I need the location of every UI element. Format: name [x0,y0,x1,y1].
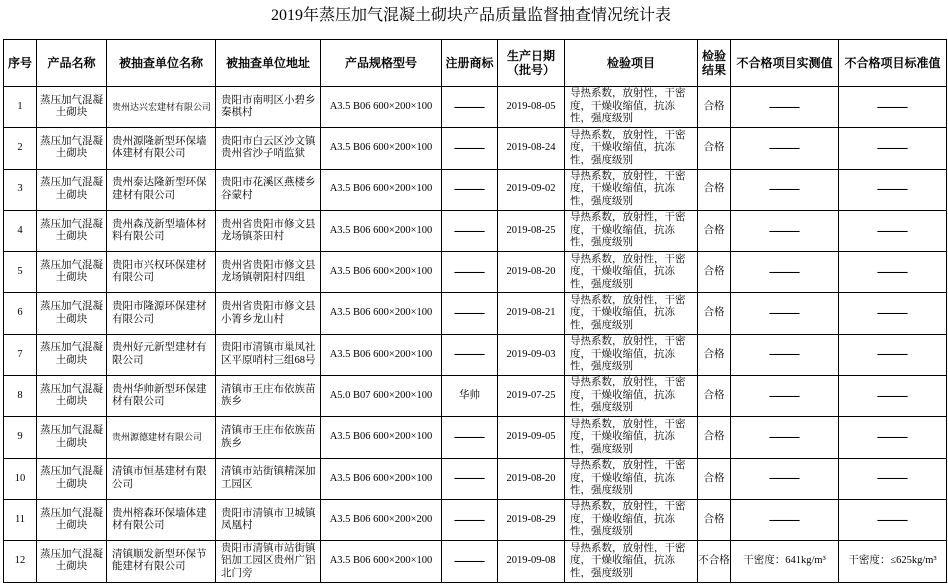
cell-production-date: 2019-08-21 [498,293,565,334]
cell-unit-name: 贵州达兴宏建材有限公司 [107,87,216,128]
header-failed-standard: 不合格项目标准值 [839,40,947,87]
cell-serial-no: 12 [4,541,37,582]
inspection-table [3,39,947,583]
cell-spec-model: A3.5 B06 600×200×100 [321,458,442,499]
cell-failed-measured: —— [731,293,839,334]
cell-production-date: 2019-09-02 [498,169,565,210]
cell-unit-address: 清镇市站街镇精深加工园区 [216,458,321,499]
cell-trademark: —— [442,169,498,210]
header-serial-no: 序号 [4,40,37,87]
cell-product-name: 蒸压加气混凝土砌块 [37,169,107,210]
cell-production-date: 2019-08-20 [498,252,565,293]
cell-test-result: 合格 [698,169,731,210]
page-title: 2019年蒸压加气混凝土砌块产品质量监督抽查情况统计表 [270,7,671,24]
cell-test-items: 导热系数，放射性，干密度，干燥收缩值，抗冻性，强度级别 [565,128,698,169]
header-unit-name: 被抽查单位名称 [107,40,216,87]
cell-product-name: 蒸压加气混凝土砌块 [37,128,107,169]
cell-trademark: —— [442,417,498,458]
cell-test-items: 导热系数，放射性，干密度，干燥收缩值，抗冻性，强度级别 [565,458,698,499]
cell-production-date: 2019-09-05 [498,417,565,458]
cell-spec-model: A3.5 B06 600×200×100 [321,169,442,210]
table-row [4,334,947,375]
cell-failed-standard: —— [839,87,947,128]
cell-test-result: 合格 [698,128,731,169]
cell-test-items: 导热系数，放射性，干密度，干燥收缩值，抗冻性，强度级别 [565,541,698,582]
cell-spec-model: A3.5 B06 600×200×100 [321,293,442,334]
cell-unit-address: 贵阳市清镇市巢凤社区平原哨村三组68号 [216,334,321,375]
table-row [4,376,947,417]
cell-production-date: 2019-08-05 [498,87,565,128]
cell-test-result: 合格 [698,458,731,499]
cell-serial-no: 8 [4,376,37,417]
cell-production-date: 2019-08-20 [498,458,565,499]
cell-spec-model: A3.5 B06 600×200×100 [321,210,442,251]
cell-serial-no: 11 [4,499,37,540]
cell-test-result: 合格 [698,417,731,458]
cell-failed-measured: —— [731,169,839,210]
cell-test-result: 合格 [698,252,731,293]
header-spec-model: 产品规格型号 [321,40,442,87]
cell-unit-name: 贵州源德建材有限公司 [107,417,216,458]
table-row [4,541,947,582]
cell-production-date: 2019-08-29 [498,499,565,540]
cell-product-name: 蒸压加气混凝土砌块 [37,458,107,499]
cell-unit-address: 贵阳市清镇市站街镇铝加工园区贵州广铝北门旁 [216,541,321,582]
cell-failed-measured: —— [731,210,839,251]
table-row [4,417,947,458]
cell-production-date: 2019-08-25 [498,210,565,251]
cell-product-name: 蒸压加气混凝土砌块 [37,252,107,293]
table-row [4,128,947,169]
cell-spec-model: A5.0 B07 600×200×100 [321,376,442,417]
cell-failed-standard: —— [839,499,947,540]
header-production-date: 生产日期 （批号） [498,40,565,87]
cell-failed-measured: —— [731,376,839,417]
cell-test-result: 合格 [698,499,731,540]
cell-spec-model: A3.5 B06 600×200×100 [321,417,442,458]
cell-test-result: 不合格 [698,541,731,582]
cell-unit-name: 贵州华帅新型环保建材有限公司 [107,376,216,417]
cell-unit-name: 贵州好元新型建材有限公司 [107,334,216,375]
cell-trademark: —— [442,499,498,540]
cell-product-name: 蒸压加气混凝土砌块 [37,499,107,540]
header-failed-measured: 不合格项目实测值 [731,40,839,87]
cell-unit-name: 贵州榕森环保墙体建材有限公司 [107,499,216,540]
cell-trademark: —— [442,210,498,251]
cell-unit-address: 清镇市王庄布依族苗族乡 [216,376,321,417]
cell-spec-model: A3.5 B06 600×200×100 [321,87,442,128]
cell-unit-name: 贵州源隆新型环保墙体建材有限公司 [107,128,216,169]
cell-product-name: 蒸压加气混凝土砌块 [37,376,107,417]
cell-unit-address: 贵阳市白云区沙文镇贵州省沙子哨监狱 [216,128,321,169]
cell-test-result: 合格 [698,293,731,334]
cell-unit-address: 贵阳市清镇市卫城镇凤凰村 [216,499,321,540]
cell-spec-model: A3.5 B06 600×200×100 [321,252,442,293]
cell-failed-measured: —— [731,87,839,128]
cell-failed-standard: —— [839,334,947,375]
table-row [4,293,947,334]
cell-failed-measured: 干密度：641kg/m³ [731,541,839,582]
cell-test-result: 合格 [698,210,731,251]
cell-trademark: —— [442,128,498,169]
cell-product-name: 蒸压加气混凝土砌块 [37,334,107,375]
cell-failed-standard: —— [839,417,947,458]
table-row [4,252,947,293]
cell-spec-model: A3.5 B06 600×200×100 [321,541,442,582]
cell-failed-standard: —— [839,252,947,293]
cell-trademark: 华帅 [442,376,498,417]
header-unit-address: 被抽查单位地址 [216,40,321,87]
cell-test-items: 导热系数，放射性，干密度，干燥收缩值，抗冻性，强度级别 [565,87,698,128]
cell-spec-model: A3.5 B06 600×200×200 [321,499,442,540]
table-header-row [4,40,947,87]
cell-trademark: —— [442,293,498,334]
cell-failed-standard: 干密度：≤625kg/m³ [839,541,947,582]
cell-test-items: 导热系数，放射性，干密度，干燥收缩值，抗冻性，强度级别 [565,376,698,417]
cell-failed-measured: —— [731,334,839,375]
cell-test-items: 导热系数，放射性，干密度，干燥收缩值，抗冻性，强度级别 [565,169,698,210]
cell-test-items: 导热系数，放射性，干密度，干燥收缩值，抗冻性，强度级别 [565,293,698,334]
cell-trademark: —— [442,541,498,582]
cell-unit-name: 贵阳市兴权环保建材有限公司 [107,252,216,293]
cell-failed-measured: —— [731,417,839,458]
cell-test-items: 导热系数，放射性，干密度，干燥收缩值，抗冻性，强度级别 [565,210,698,251]
cell-unit-name: 贵阳市隆源环保建材有限公司 [107,293,216,334]
cell-test-items: 导热系数，放射性，干密度，干燥收缩值，抗冻性，强度级别 [565,499,698,540]
cell-failed-standard: —— [839,458,947,499]
cell-unit-address: 贵州省贵阳市修文县龙场镇朝阳村四组 [216,252,321,293]
cell-unit-name: 贵州泰达隆新型环保建材有限公司 [107,169,216,210]
table-row [4,499,947,540]
cell-product-name: 蒸压加气混凝土砌块 [37,293,107,334]
cell-failed-measured: —— [731,458,839,499]
cell-spec-model: A3.5 B06 600×200×100 [321,334,442,375]
cell-trademark: —— [442,458,498,499]
cell-serial-no: 5 [4,252,37,293]
cell-serial-no: 1 [4,87,37,128]
cell-test-result: 合格 [698,87,731,128]
cell-spec-model: A3.5 B06 600×200×100 [321,128,442,169]
cell-serial-no: 10 [4,458,37,499]
cell-unit-address: 清镇市王庄布依族苗族乡 [216,417,321,458]
cell-test-result: 合格 [698,334,731,375]
cell-production-date: 2019-09-03 [498,334,565,375]
cell-product-name: 蒸压加气混凝土砌块 [37,417,107,458]
table-row [4,87,947,128]
cell-test-items: 导热系数，放射性，干密度，干燥收缩值，抗冻性，强度级别 [565,417,698,458]
cell-failed-measured: —— [731,252,839,293]
cell-production-date: 2019-09-08 [498,541,565,582]
header-test-items: 检验项目 [565,40,698,87]
header-test-result: 检验 结果 [698,40,731,87]
cell-production-date: 2019-07-25 [498,376,565,417]
cell-serial-no: 3 [4,169,37,210]
cell-failed-measured: —— [731,499,839,540]
cell-product-name: 蒸压加气混凝土砌块 [37,87,107,128]
cell-failed-standard: —— [839,376,947,417]
cell-unit-address: 贵州省贵阳市修文县龙场镇茶田村 [216,210,321,251]
cell-test-items: 导热系数，放射性，干密度，干燥收缩值，抗冻性，强度级别 [565,252,698,293]
cell-unit-address: 贵阳市花溪区燕楼乡谷蒙村 [216,169,321,210]
cell-failed-standard: —— [839,169,947,210]
cell-failed-standard: —— [839,293,947,334]
header-product-name: 产品名称 [37,40,107,87]
cell-unit-name: 清镇市恒基建材有限公司 [107,458,216,499]
cell-failed-standard: —— [839,210,947,251]
cell-trademark: —— [442,252,498,293]
cell-unit-name: 贵州森茂新型墙体材料有限公司 [107,210,216,251]
cell-product-name: 蒸压加气混凝土砌块 [37,541,107,582]
cell-test-result: 合格 [698,376,731,417]
cell-trademark: —— [442,334,498,375]
cell-production-date: 2019-08-24 [498,128,565,169]
cell-unit-address: 贵阳市南明区小碧乡秦棋村 [216,87,321,128]
cell-serial-no: 4 [4,210,37,251]
table-row [4,458,947,499]
cell-serial-no: 2 [4,128,37,169]
cell-unit-address: 贵州省贵阳市修文县小箐乡龙山村 [216,293,321,334]
header-trademark: 注册商标 [442,40,498,87]
cell-failed-measured: —— [731,128,839,169]
cell-unit-name: 清镇顺发新型环保节能建材有限公司 [107,541,216,582]
cell-serial-no: 6 [4,293,37,334]
table-row [4,210,947,251]
cell-product-name: 蒸压加气混凝土砌块 [37,210,107,251]
cell-failed-standard: —— [839,128,947,169]
cell-serial-no: 9 [4,417,37,458]
cell-serial-no: 7 [4,334,37,375]
table-row [4,169,947,210]
cell-test-items: 导热系数，放射性，干密度，干燥收缩值，抗冻性，强度级别 [565,334,698,375]
cell-trademark: —— [442,87,498,128]
